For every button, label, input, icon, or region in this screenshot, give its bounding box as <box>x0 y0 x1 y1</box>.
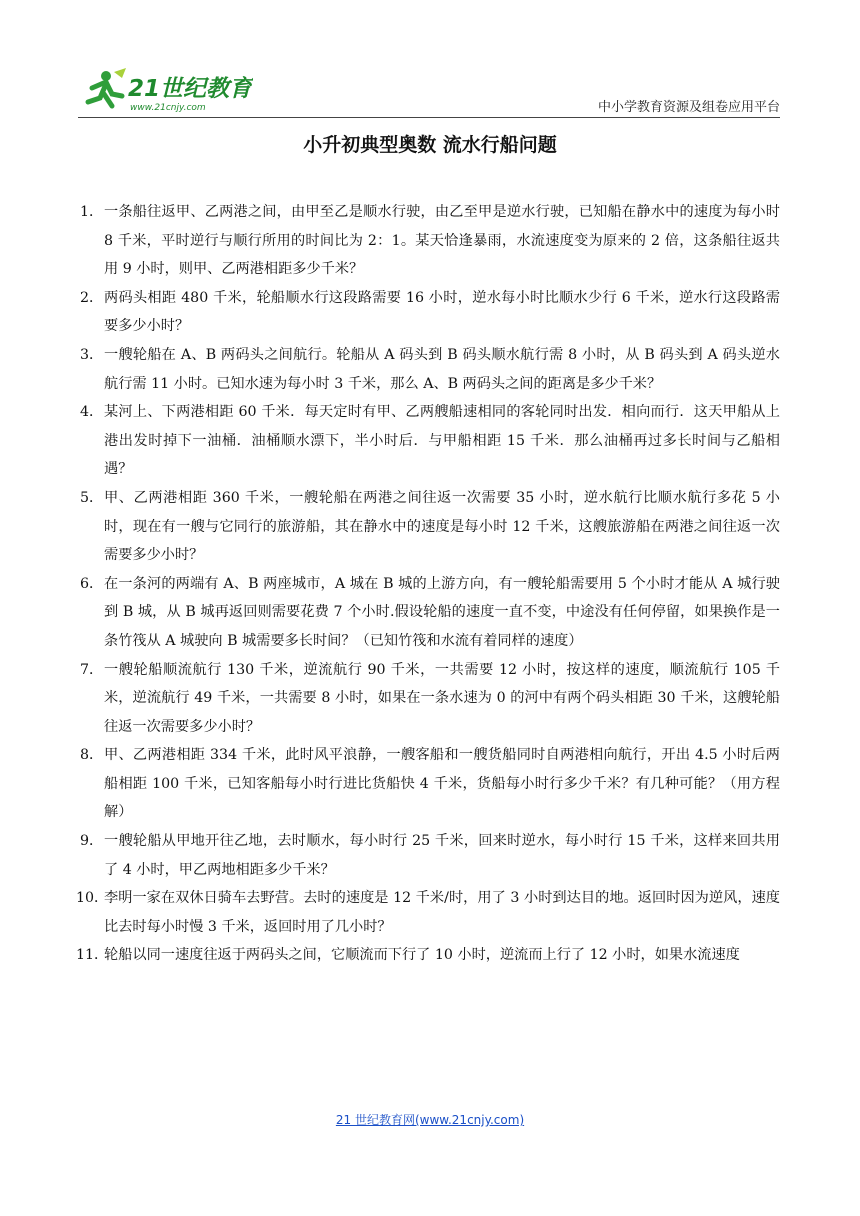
question-number: 1． <box>80 204 104 220</box>
question-text: 甲、乙两港相距 360 千米，一艘轮船在两港之间往返一次需要 35 小时，逆水航行比顺水航行多花 5 小时，现在有一艘与它同行的旅游船，其在静水中的速度是每小时 12 千米，这艘旅游船在两港之间往返一次需要多少小时？ <box>104 489 780 564</box>
question-number: 2． <box>80 289 104 306</box>
question-number: 3． <box>80 346 104 363</box>
footer-link[interactable]: 21 世纪教育网(www.21cnjy.com) <box>335 1113 525 1127</box>
question-item <box>80 341 780 398</box>
question-item <box>80 398 780 484</box>
21cnjy-logo <box>78 66 253 116</box>
svg-text:21世纪教育: 21世纪教育 <box>128 76 253 102</box>
question-text: 一条船往返甲、乙两港之间，由甲至乙是顺水行驶，由乙至甲是逆水行驶，已知船在静水中的速度为每小时 8 千米，平时逆行与顺行所用的时间比为 2：1。某天恰逢暴雨，水流速度变为原来的 2 倍，这条船往返共用 9 小时，则甲、乙两港相距多少千米？ <box>104 204 780 278</box>
question-text: 在一条河的两端有 A、B 两座城市，A 城在 B 城的上游方向，有一艘轮船需要用 5 个小时才能从 A 城行驶到 B 城，从 B 城再返回则需要花费 7 个小时.假设轮船的速度一直不变，中途没有任何停留，如果换作是一条竹筏从 A 城驶向 B 城需要多长时间？（已知竹筏和水流有着同样的速度） <box>104 575 780 649</box>
question-item <box>80 284 780 341</box>
question-number: 4． <box>80 404 104 421</box>
question-number: 11． <box>76 947 109 964</box>
runner-icon <box>88 68 126 106</box>
question-item <box>80 198 780 284</box>
question-list <box>76 198 780 970</box>
question-text: 某河上、下两港相距 60 千米．每天定时有甲、乙两艘船速相同的客轮同时出发．相向而行．这天甲船从上港出发时掉下一油桶．油桶顺水漂下，半小时后．与甲船相距 15 千米．那么油桶再过多长时间与乙船相遇？ <box>104 404 780 478</box>
question-number: 6． <box>80 575 104 592</box>
question-number: 9． <box>80 833 104 850</box>
svg-text:www.21cnjy.com: www.21cnjy.com <box>130 103 206 113</box>
question-number: 10． <box>76 890 109 907</box>
question-item <box>80 741 780 827</box>
question-item <box>76 941 780 970</box>
question-number: 7． <box>80 661 104 678</box>
question-number: 5． <box>80 489 104 506</box>
question-text: 李明一家在双休日骑车去野营。去时的速度是 12 千米/时，用了 3 小时到达目的地。返回时因为逆风，速度比去时每小时慢 3 千米，返回时用了几小时？ <box>104 890 780 935</box>
question-text: 一艘轮船从甲地开往乙地，去时顺水，每小时行 25 千米，回来时逆水，每小时行 15 千米，这样来回共用了 4 小时，甲乙两地相距多少千米？ <box>104 833 780 878</box>
platform-label: 中小学教育资源及组卷应用平台 <box>597 100 780 115</box>
question-item <box>80 484 780 570</box>
document-title: 小升初典型奥数 流水行船问题 <box>303 134 557 156</box>
question-text: 甲、乙两港相距 334 千米，此时风平浪静，一艘客船和一艘货船同时自两港相向航行，开出 4.5 小时后两船相距 100 千米，已知客船每小时行进比货船快 4 千米，货船每小时行多少千米？有几种可能？（用方程解） <box>104 747 780 821</box>
question-text: 轮船以同一速度往返于两码头之间，它顺流而下行了 10 小时，逆流而上行了 12 小时，如果水流速度 <box>104 947 740 964</box>
question-text: 一艘轮船在 A、B 两码头之间航行。轮船从 A 码头到 B 码头顺水航行需 8 小时，从 B 码头到 A 码头逆水航行需 11 小时。已知水速为每小时 3 千米，那么 A、B 两码头之间的距离是多少千米？ <box>104 346 780 392</box>
question-text: 一艘轮船顺流航行 130 千米，逆流航行 90 千米，一共需要 12 小时，按这样的速度，顺流航行 105 千米，逆流航行 49 千米，一共需要 8 小时，如果在一条水速为 0 的河中有两个码头相距 30 千米，这艘轮船往返一次需要多少小时？ <box>104 661 780 735</box>
question-item <box>76 884 780 941</box>
page-header <box>78 60 780 116</box>
question-number: 8． <box>80 747 104 764</box>
question-item <box>80 827 780 884</box>
header-rule <box>78 117 780 118</box>
question-item <box>80 656 780 742</box>
question-text: 两码头相距 480 千米，轮船顺水行这段路需要 16 小时，逆水每小时比顺水少行 6 千米，逆水行这段路需要多少小时？ <box>104 289 780 335</box>
question-item <box>80 570 780 656</box>
